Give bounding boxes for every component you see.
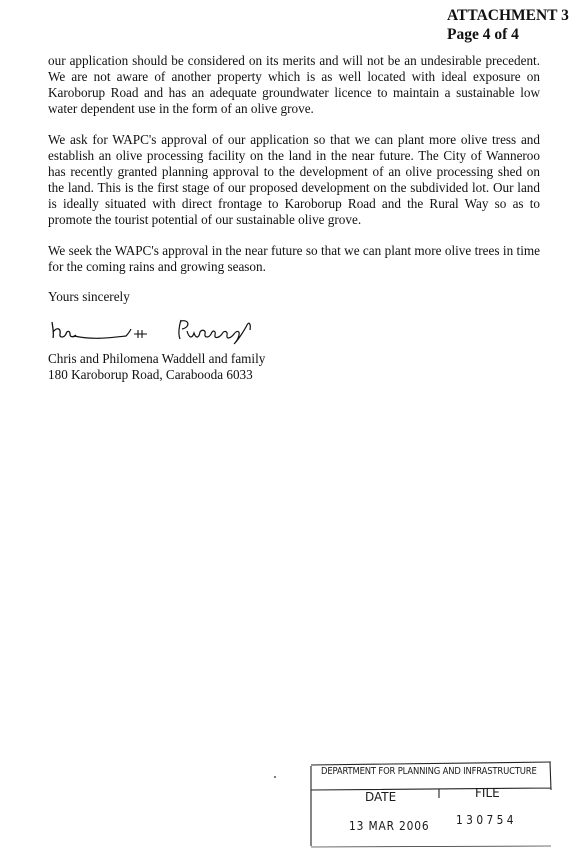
signer-block	[48, 351, 265, 383]
stamp-department: DEPARTMENT FOR PLANNING AND INFRASTRUCTURE	[321, 766, 537, 777]
closing: Yours sincerely	[48, 289, 130, 304]
signature-image	[48, 316, 278, 352]
paragraph-2: We ask for WAPC's approval of our application so that we can plant more olive tress and establish an olive processing facility on the land in the near future. The City of Wanneroo has recently granted planning approval to the development of an olive processing shed on the land. This is the first stage of our proposed development on the subdivided lot. Our land is ideally situated with direct frontage to Karoborup Road and the Rural Way so as to promote the tourist potential of our sustainable olive grove.	[48, 132, 540, 227]
paragraph-1: our application should be considered on its merits and will not be an undesirable precedent. We are not aware of another property which is as well located with ideal exposure on Karoborup Road and has an adequate groundwater licence to maintain a sustainable low water dependent use in the form of an olive grove.	[48, 53, 540, 116]
page-number: Page 4 of 4	[447, 26, 519, 43]
signer-address: 180 Karoborup Road, Carabooda 6033	[48, 367, 253, 382]
stamp-file-label: FILE	[475, 786, 500, 800]
received-stamp	[309, 760, 552, 848]
attachment-header	[447, 6, 569, 44]
stamp-file-value: 130754	[456, 812, 517, 827]
stamp-date-label: DATE	[365, 790, 397, 804]
signer-name: Chris and Philomena Waddell and family	[48, 351, 266, 366]
paragraph-3: We seek the WAPC's approval in the near future so that we can plant more olive trees in time for the coming rains and growing season.	[48, 243, 540, 274]
stamp-date-value: 13 MAR 2006	[349, 818, 430, 833]
letter-body	[48, 53, 540, 290]
attachment-label: ATTACHMENT 3	[447, 7, 569, 24]
speck	[274, 776, 276, 778]
